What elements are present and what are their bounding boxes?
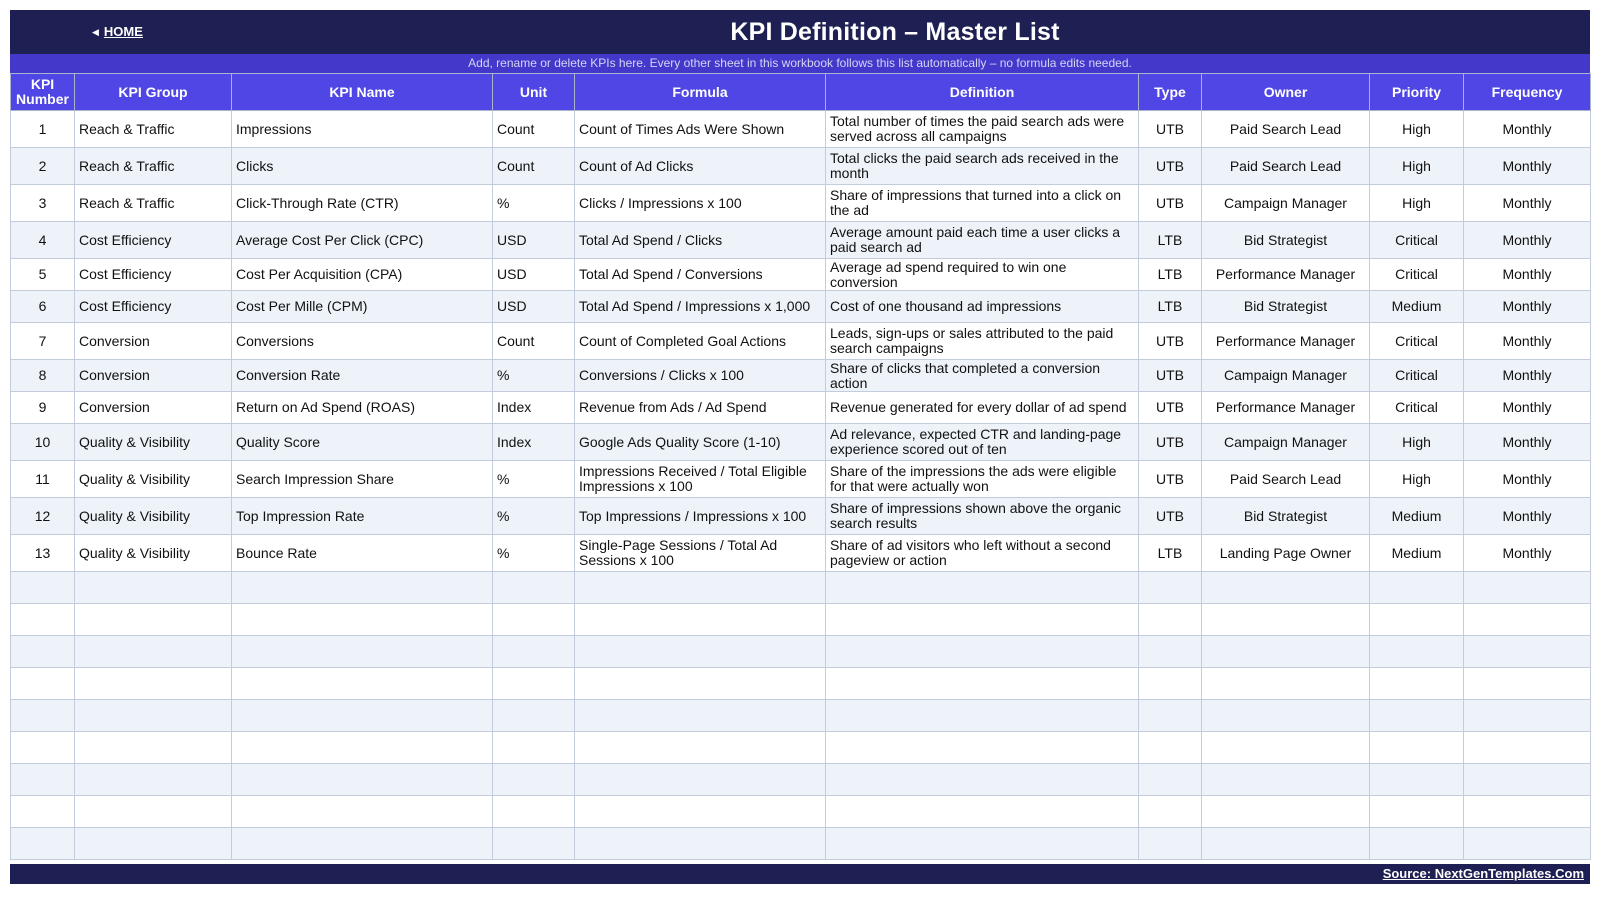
empty-table-row xyxy=(11,796,1591,828)
empty-cell[interactable] xyxy=(575,604,826,636)
empty-cell[interactable] xyxy=(232,604,493,636)
empty-cell[interactable] xyxy=(826,572,1139,604)
cell-formula[interactable]: Total Ad Spend / Clicks xyxy=(575,222,826,259)
empty-table-row xyxy=(11,828,1591,860)
cell-kpi-number[interactable]: 5 xyxy=(11,259,75,291)
cell-kpi-name[interactable]: Click-Through Rate (CTR) xyxy=(232,185,493,222)
source-link[interactable]: Source: NextGenTemplates.Com xyxy=(1382,866,1584,881)
empty-cell[interactable] xyxy=(493,604,575,636)
empty-cell[interactable] xyxy=(75,764,232,796)
empty-cell[interactable] xyxy=(1464,828,1591,860)
table-row xyxy=(11,185,1591,222)
table-row xyxy=(11,111,1591,148)
cell-kpi-group[interactable]: Quality & Visibility xyxy=(75,461,232,498)
empty-cell[interactable] xyxy=(1370,636,1464,668)
empty-cell[interactable] xyxy=(11,668,75,700)
cell-priority[interactable]: Medium xyxy=(1370,498,1464,535)
cell-definition[interactable]: Revenue generated for every dollar of ad spend xyxy=(826,392,1139,424)
cell-unit[interactable]: USD xyxy=(493,259,575,291)
empty-cell[interactable] xyxy=(232,764,493,796)
cell-kpi-group[interactable]: Cost Efficiency xyxy=(75,259,232,291)
empty-cell[interactable] xyxy=(232,572,493,604)
empty-cell[interactable] xyxy=(232,796,493,828)
empty-cell[interactable] xyxy=(1464,700,1591,732)
empty-cell[interactable] xyxy=(1202,572,1370,604)
cell-kpi-number[interactable]: 10 xyxy=(11,424,75,461)
empty-cell[interactable] xyxy=(1202,604,1370,636)
cell-unit[interactable]: USD xyxy=(493,291,575,323)
cell-frequency[interactable]: Monthly xyxy=(1464,222,1591,259)
empty-cell[interactable] xyxy=(11,636,75,668)
column-header-kpi-number[interactable]: KPI Number xyxy=(11,74,75,111)
empty-cell[interactable] xyxy=(75,700,232,732)
cell-type[interactable]: UTB xyxy=(1139,148,1202,185)
cell-kpi-number[interactable]: 13 xyxy=(11,535,75,572)
empty-table-row xyxy=(11,636,1591,668)
table-row xyxy=(11,498,1591,535)
empty-cell[interactable] xyxy=(75,828,232,860)
empty-cell[interactable] xyxy=(1202,828,1370,860)
cell-definition[interactable]: Share of impressions shown above the organic search results xyxy=(826,498,1139,535)
empty-table-row xyxy=(11,604,1591,636)
cell-owner[interactable]: Campaign Manager xyxy=(1202,185,1370,222)
empty-cell[interactable] xyxy=(826,700,1139,732)
empty-cell[interactable] xyxy=(493,700,575,732)
cell-priority[interactable]: High xyxy=(1370,185,1464,222)
cell-definition[interactable]: Share of ad visitors who left without a second pageview or action xyxy=(826,535,1139,572)
cell-definition[interactable]: Ad relevance, expected CTR and landing-page experience scored out of ten xyxy=(826,424,1139,461)
empty-cell[interactable] xyxy=(11,604,75,636)
cell-kpi-number[interactable]: 12 xyxy=(11,498,75,535)
cell-owner[interactable]: Paid Search Lead xyxy=(1202,111,1370,148)
column-header-frequency[interactable]: Frequency xyxy=(1464,74,1591,111)
cell-unit[interactable]: Count xyxy=(493,148,575,185)
cell-frequency[interactable]: Monthly xyxy=(1464,461,1591,498)
empty-cell[interactable] xyxy=(11,828,75,860)
cell-definition[interactable]: Total number of times the paid search ads were served across all campaigns xyxy=(826,111,1139,148)
empty-cell[interactable] xyxy=(1370,668,1464,700)
cell-frequency[interactable]: Monthly xyxy=(1464,111,1591,148)
cell-priority[interactable]: Critical xyxy=(1370,259,1464,291)
empty-cell[interactable] xyxy=(1464,668,1591,700)
cell-kpi-name[interactable]: Conversions xyxy=(232,323,493,360)
empty-cell[interactable] xyxy=(1464,604,1591,636)
empty-cell[interactable] xyxy=(1464,732,1591,764)
cell-kpi-number[interactable]: 2 xyxy=(11,148,75,185)
empty-cell[interactable] xyxy=(826,732,1139,764)
empty-cell[interactable] xyxy=(1139,604,1202,636)
empty-cell[interactable] xyxy=(1139,668,1202,700)
empty-cell[interactable] xyxy=(575,572,826,604)
empty-cell[interactable] xyxy=(232,636,493,668)
cell-kpi-group[interactable]: Cost Efficiency xyxy=(75,291,232,323)
table-row xyxy=(11,259,1591,291)
table-row xyxy=(11,291,1591,323)
empty-cell[interactable] xyxy=(232,732,493,764)
empty-cell[interactable] xyxy=(1202,764,1370,796)
cell-formula[interactable]: Count of Ad Clicks xyxy=(575,148,826,185)
cell-definition[interactable]: Share of the impressions the ads were eligible for that were actually won xyxy=(826,461,1139,498)
cell-formula[interactable]: Single-Page Sessions / Total Ad Sessions x 100 xyxy=(575,535,826,572)
empty-cell[interactable] xyxy=(575,636,826,668)
cell-kpi-number[interactable]: 1 xyxy=(11,111,75,148)
cell-priority[interactable]: Critical xyxy=(1370,392,1464,424)
cell-kpi-number[interactable]: 3 xyxy=(11,185,75,222)
cell-definition[interactable]: Total clicks the paid search ads received in the month xyxy=(826,148,1139,185)
cell-unit[interactable]: Count xyxy=(493,111,575,148)
cell-formula[interactable]: Impressions Received / Total Eligible Impressions x 100 xyxy=(575,461,826,498)
cell-owner[interactable]: Performance Manager xyxy=(1202,259,1370,291)
cell-definition[interactable]: Share of clicks that completed a conversion action xyxy=(826,360,1139,392)
page-title: KPI Definition – Master List xyxy=(730,18,1060,46)
empty-cell[interactable] xyxy=(1370,732,1464,764)
cell-frequency[interactable]: Monthly xyxy=(1464,148,1591,185)
empty-cell[interactable] xyxy=(1139,572,1202,604)
empty-cell[interactable] xyxy=(1139,732,1202,764)
empty-cell[interactable] xyxy=(232,668,493,700)
empty-cell[interactable] xyxy=(1464,572,1591,604)
cell-definition[interactable]: Average ad spend required to win one conversion xyxy=(826,259,1139,291)
empty-cell[interactable] xyxy=(826,604,1139,636)
empty-cell[interactable] xyxy=(75,636,232,668)
cell-kpi-name[interactable]: Quality Score xyxy=(232,424,493,461)
cell-type[interactable]: LTB xyxy=(1139,535,1202,572)
cell-kpi-number[interactable]: 7 xyxy=(11,323,75,360)
table-row xyxy=(11,424,1591,461)
cell-kpi-name[interactable]: Top Impression Rate xyxy=(232,498,493,535)
empty-cell[interactable] xyxy=(1139,700,1202,732)
kpi-table xyxy=(10,73,1591,860)
cell-kpi-name[interactable]: Bounce Rate xyxy=(232,535,493,572)
cell-type[interactable]: UTB xyxy=(1139,323,1202,360)
cell-formula[interactable]: Google Ads Quality Score (1-10) xyxy=(575,424,826,461)
cell-kpi-name[interactable]: Conversion Rate xyxy=(232,360,493,392)
column-header-type[interactable]: Type xyxy=(1139,74,1202,111)
cell-kpi-number[interactable]: 11 xyxy=(11,461,75,498)
cell-type[interactable]: UTB xyxy=(1139,498,1202,535)
empty-table-row xyxy=(11,668,1591,700)
column-header-kpi-name[interactable]: KPI Name xyxy=(232,74,493,111)
cell-priority[interactable]: Critical xyxy=(1370,360,1464,392)
empty-cell[interactable] xyxy=(75,668,232,700)
cell-type[interactable]: UTB xyxy=(1139,461,1202,498)
cell-unit[interactable]: % xyxy=(493,535,575,572)
cell-type[interactable]: UTB xyxy=(1139,424,1202,461)
cell-priority[interactable]: High xyxy=(1370,424,1464,461)
empty-cell[interactable] xyxy=(1464,764,1591,796)
cell-kpi-number[interactable]: 9 xyxy=(11,392,75,424)
empty-cell[interactable] xyxy=(493,732,575,764)
empty-cell[interactable] xyxy=(826,764,1139,796)
empty-cell[interactable] xyxy=(75,796,232,828)
cell-type[interactable]: UTB xyxy=(1139,111,1202,148)
cell-type[interactable]: UTB xyxy=(1139,392,1202,424)
empty-cell[interactable] xyxy=(75,572,232,604)
empty-cell[interactable] xyxy=(575,700,826,732)
cell-kpi-number[interactable]: 4 xyxy=(11,222,75,259)
cell-owner[interactable]: Landing Page Owner xyxy=(1202,535,1370,572)
cell-type[interactable]: LTB xyxy=(1139,259,1202,291)
empty-cell[interactable] xyxy=(575,732,826,764)
cell-priority[interactable]: Medium xyxy=(1370,535,1464,572)
table-row xyxy=(11,323,1591,360)
empty-cell[interactable] xyxy=(1202,636,1370,668)
empty-cell[interactable] xyxy=(1464,636,1591,668)
empty-cell[interactable] xyxy=(11,700,75,732)
cell-frequency[interactable]: Monthly xyxy=(1464,259,1591,291)
empty-cell[interactable] xyxy=(1139,828,1202,860)
cell-priority[interactable]: Critical xyxy=(1370,222,1464,259)
cell-kpi-name[interactable]: Search Impression Share xyxy=(232,461,493,498)
cell-frequency[interactable]: Monthly xyxy=(1464,323,1591,360)
cell-kpi-group[interactable]: Conversion xyxy=(75,392,232,424)
table-row xyxy=(11,535,1591,572)
empty-cell[interactable] xyxy=(1139,764,1202,796)
cell-unit[interactable]: Index xyxy=(493,424,575,461)
cell-priority[interactable]: Medium xyxy=(1370,291,1464,323)
cell-owner[interactable]: Campaign Manager xyxy=(1202,360,1370,392)
empty-cell[interactable] xyxy=(75,604,232,636)
footer-bar xyxy=(10,864,1590,884)
column-header-unit[interactable]: Unit xyxy=(493,74,575,111)
left-triangle-icon: ◀ xyxy=(92,27,99,37)
cell-type[interactable]: LTB xyxy=(1139,222,1202,259)
cell-formula[interactable]: Count of Times Ads Were Shown xyxy=(575,111,826,148)
empty-table-row xyxy=(11,732,1591,764)
empty-cell[interactable] xyxy=(1370,796,1464,828)
cell-owner[interactable]: Bid Strategist xyxy=(1202,222,1370,259)
cell-unit[interactable]: Count xyxy=(493,323,575,360)
cell-owner[interactable]: Bid Strategist xyxy=(1202,498,1370,535)
empty-cell[interactable] xyxy=(232,828,493,860)
cell-owner[interactable]: Performance Manager xyxy=(1202,323,1370,360)
cell-kpi-group[interactable]: Quality & Visibility xyxy=(75,535,232,572)
cell-priority[interactable]: Critical xyxy=(1370,323,1464,360)
column-header-owner[interactable]: Owner xyxy=(1202,74,1370,111)
cell-unit[interactable]: USD xyxy=(493,222,575,259)
cell-frequency[interactable]: Monthly xyxy=(1464,360,1591,392)
home-label: HOME xyxy=(103,24,143,39)
empty-table-row xyxy=(11,700,1591,732)
cell-formula[interactable]: Total Ad Spend / Conversions xyxy=(575,259,826,291)
cell-kpi-group[interactable]: Cost Efficiency xyxy=(75,222,232,259)
empty-cell[interactable] xyxy=(1202,732,1370,764)
cell-frequency[interactable]: Monthly xyxy=(1464,498,1591,535)
cell-kpi-group[interactable]: Quality & Visibility xyxy=(75,498,232,535)
table-row xyxy=(11,148,1591,185)
cell-unit[interactable]: % xyxy=(493,360,575,392)
empty-cell[interactable] xyxy=(1139,796,1202,828)
empty-cell[interactable] xyxy=(1202,796,1370,828)
empty-cell[interactable] xyxy=(11,796,75,828)
empty-cell[interactable] xyxy=(575,764,826,796)
table-body xyxy=(11,111,1591,860)
spreadsheet-sheet xyxy=(10,10,1590,860)
cell-frequency[interactable]: Monthly xyxy=(1464,185,1591,222)
empty-table-row xyxy=(11,764,1591,796)
cell-owner[interactable]: Bid Strategist xyxy=(1202,291,1370,323)
table-header-row xyxy=(11,74,1591,111)
table-row xyxy=(11,392,1591,424)
cell-kpi-group[interactable]: Reach & Traffic xyxy=(75,111,232,148)
cell-kpi-number[interactable]: 8 xyxy=(11,360,75,392)
empty-cell[interactable] xyxy=(11,572,75,604)
page-subtitle: Add, rename or delete KPIs here. Every other sheet in this workbook follows this list automatically – no formula edits needed. xyxy=(10,54,1590,73)
cell-kpi-name[interactable]: Average Cost Per Click (CPC) xyxy=(232,222,493,259)
cell-owner[interactable]: Paid Search Lead xyxy=(1202,148,1370,185)
empty-cell[interactable] xyxy=(826,828,1139,860)
cell-kpi-name[interactable]: Impressions xyxy=(232,111,493,148)
empty-cell[interactable] xyxy=(1202,668,1370,700)
column-header-definition[interactable]: Definition xyxy=(826,74,1139,111)
empty-cell[interactable] xyxy=(493,572,575,604)
cell-kpi-name[interactable]: Clicks xyxy=(232,148,493,185)
cell-formula[interactable]: Total Ad Spend / Impressions x 1,000 xyxy=(575,291,826,323)
cell-frequency[interactable]: Monthly xyxy=(1464,535,1591,572)
cell-formula[interactable]: Top Impressions / Impressions x 100 xyxy=(575,498,826,535)
title-bar xyxy=(10,10,1590,54)
empty-table-row xyxy=(11,572,1591,604)
empty-cell[interactable] xyxy=(493,668,575,700)
empty-cell[interactable] xyxy=(1370,572,1464,604)
cell-kpi-name[interactable]: Cost Per Acquisition (CPA) xyxy=(232,259,493,291)
column-header-kpi-group[interactable]: KPI Group xyxy=(75,74,232,111)
column-header-formula[interactable]: Formula xyxy=(575,74,826,111)
table-row xyxy=(11,222,1591,259)
empty-cell[interactable] xyxy=(1202,700,1370,732)
empty-cell[interactable] xyxy=(826,668,1139,700)
cell-unit[interactable]: Index xyxy=(493,392,575,424)
empty-cell[interactable] xyxy=(575,796,826,828)
cell-definition[interactable]: Average amount paid each time a user clicks a paid search ad xyxy=(826,222,1139,259)
cell-type[interactable]: UTB xyxy=(1139,360,1202,392)
empty-cell[interactable] xyxy=(826,796,1139,828)
cell-definition[interactable]: Cost of one thousand ad impressions xyxy=(826,291,1139,323)
empty-cell[interactable] xyxy=(575,668,826,700)
empty-cell[interactable] xyxy=(493,636,575,668)
cell-formula[interactable]: Clicks / Impressions x 100 xyxy=(575,185,826,222)
cell-frequency[interactable]: Monthly xyxy=(1464,291,1591,323)
cell-kpi-group[interactable]: Reach & Traffic xyxy=(75,185,232,222)
cell-priority[interactable]: High xyxy=(1370,461,1464,498)
table-row xyxy=(11,461,1591,498)
empty-cell[interactable] xyxy=(1464,796,1591,828)
empty-cell[interactable] xyxy=(1370,604,1464,636)
column-header-priority[interactable]: Priority xyxy=(1370,74,1464,111)
cell-kpi-group[interactable]: Conversion xyxy=(75,323,232,360)
cell-formula[interactable]: Count of Completed Goal Actions xyxy=(575,323,826,360)
empty-cell[interactable] xyxy=(1370,764,1464,796)
empty-cell[interactable] xyxy=(493,828,575,860)
cell-definition[interactable]: Leads, sign-ups or sales attributed to the paid search campaigns xyxy=(826,323,1139,360)
empty-cell[interactable] xyxy=(1370,828,1464,860)
cell-frequency[interactable]: Monthly xyxy=(1464,392,1591,424)
cell-formula[interactable]: Revenue from Ads / Ad Spend xyxy=(575,392,826,424)
empty-cell[interactable] xyxy=(493,796,575,828)
cell-owner[interactable]: Campaign Manager xyxy=(1202,424,1370,461)
empty-cell[interactable] xyxy=(493,764,575,796)
cell-definition[interactable]: Share of impressions that turned into a click on the ad xyxy=(826,185,1139,222)
cell-kpi-number[interactable]: 6 xyxy=(11,291,75,323)
empty-cell[interactable] xyxy=(11,732,75,764)
empty-cell[interactable] xyxy=(1139,636,1202,668)
cell-kpi-group[interactable]: Reach & Traffic xyxy=(75,148,232,185)
cell-kpi-name[interactable]: Return on Ad Spend (ROAS) xyxy=(232,392,493,424)
empty-cell[interactable] xyxy=(232,700,493,732)
cell-priority[interactable]: High xyxy=(1370,148,1464,185)
cell-kpi-group[interactable]: Quality & Visibility xyxy=(75,424,232,461)
cell-kpi-group[interactable]: Conversion xyxy=(75,360,232,392)
cell-owner[interactable]: Paid Search Lead xyxy=(1202,461,1370,498)
cell-kpi-name[interactable]: Cost Per Mille (CPM) xyxy=(232,291,493,323)
cell-unit[interactable]: % xyxy=(493,461,575,498)
cell-frequency[interactable]: Monthly xyxy=(1464,424,1591,461)
empty-cell[interactable] xyxy=(575,828,826,860)
empty-cell[interactable] xyxy=(11,764,75,796)
cell-unit[interactable]: % xyxy=(493,498,575,535)
cell-type[interactable]: LTB xyxy=(1139,291,1202,323)
cell-unit[interactable]: % xyxy=(493,185,575,222)
cell-priority[interactable]: High xyxy=(1370,111,1464,148)
table-row xyxy=(11,360,1591,392)
empty-cell[interactable] xyxy=(1370,700,1464,732)
empty-cell[interactable] xyxy=(75,732,232,764)
cell-type[interactable]: UTB xyxy=(1139,185,1202,222)
cell-owner[interactable]: Performance Manager xyxy=(1202,392,1370,424)
empty-cell[interactable] xyxy=(826,636,1139,668)
cell-formula[interactable]: Conversions / Clicks x 100 xyxy=(575,360,826,392)
